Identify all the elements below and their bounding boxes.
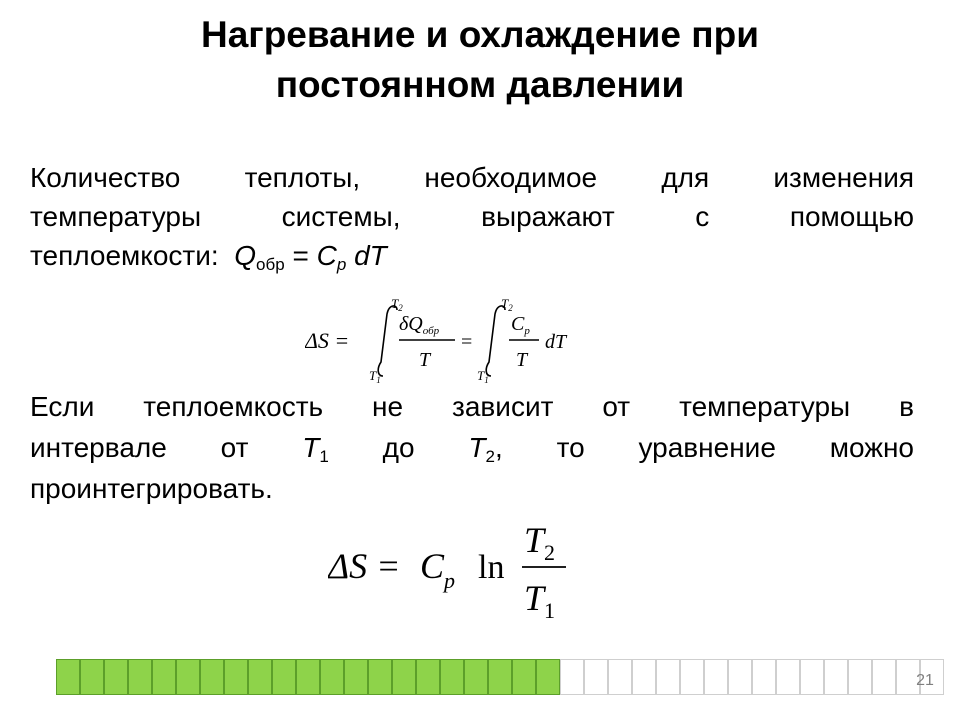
formula1-num2: $C_p$ — [511, 313, 530, 337]
progress-cell-empty — [848, 659, 872, 695]
symbol-T2: T — [468, 432, 486, 463]
formula1-upper2: $T_2$ — [501, 296, 513, 313]
formula1-lower1: $T_1$ — [369, 368, 381, 385]
paragraph2-line3: проинтегрировать. — [30, 473, 273, 504]
progress-cell-empty — [584, 659, 608, 695]
progress-cell-filled — [512, 659, 536, 695]
inline-formula-C-subscript: p — [336, 255, 347, 274]
progress-cell-empty — [776, 659, 800, 695]
slide-progress-bar — [56, 659, 944, 695]
integral-sign-1 — [378, 306, 397, 376]
progress-cell-filled — [272, 659, 296, 695]
symbol-T1-subscript: 1 — [319, 447, 329, 466]
progress-cell-filled — [440, 659, 464, 695]
progress-cell-filled — [416, 659, 440, 695]
paragraph1-line3-prefix: теплоемкости: — [30, 240, 219, 271]
formula1-den2: T — [516, 349, 528, 371]
formula2-ln: ln — [478, 549, 505, 586]
progress-cell-filled — [464, 659, 488, 695]
formula1-den1: T — [419, 349, 431, 371]
progress-cell-filled — [248, 659, 272, 695]
progress-cell-filled — [296, 659, 320, 695]
integral-sign-2 — [486, 306, 505, 376]
paragraph2-line1: Если теплоемкость не зависит от температуры в — [30, 391, 914, 422]
paragraph2-line2-c: , то уравнение можно — [494, 432, 914, 463]
progress-cell-empty — [656, 659, 680, 695]
paragraph1-line3 — [30, 236, 914, 275]
progress-cell-empty — [704, 659, 728, 695]
formula2-C: $C_p$ — [420, 546, 456, 593]
entropy-integral-formula — [305, 292, 585, 388]
progress-cell-filled — [176, 659, 200, 695]
progress-cell-filled — [224, 659, 248, 695]
progress-cell-empty — [608, 659, 632, 695]
progress-cell-filled — [56, 659, 80, 695]
inline-formula-Q: Q — [234, 240, 257, 271]
formula1-eq2: = — [461, 331, 473, 353]
inline-formula-C: C — [316, 240, 337, 271]
progress-cell-filled — [488, 659, 512, 695]
progress-cell-filled — [368, 659, 392, 695]
progress-cell-filled — [200, 659, 224, 695]
paragraph1-line2: температуры системы, выражают с помощью — [30, 201, 914, 232]
progress-cell-filled — [344, 659, 368, 695]
progress-cell-empty — [800, 659, 824, 695]
page-number: 21 — [916, 672, 934, 689]
symbol-T2-subscript: 2 — [485, 447, 495, 466]
slide-title-line2: постоянном давлении — [275, 64, 685, 105]
slide-title-line1: Нагревание и охлаждение при — [201, 14, 759, 55]
progress-cell-empty — [632, 659, 656, 695]
paragraph1-line1: Количество теплоты, необходимое для изменения — [30, 162, 914, 193]
progress-cell-empty — [824, 659, 848, 695]
progress-cell-filled — [392, 659, 416, 695]
formula1-tail: dT — [545, 331, 567, 353]
formula2-num: $T_2$ — [524, 520, 556, 565]
formula1-upper1: $T_2$ — [391, 296, 403, 313]
entropy-log-formula — [328, 512, 588, 624]
progress-cell-empty — [752, 659, 776, 695]
formula2-den: $T_1$ — [524, 578, 556, 623]
progress-cell-empty — [728, 659, 752, 695]
paragraph-heat-capacity — [30, 158, 914, 275]
progress-cell-empty — [560, 659, 584, 695]
progress-cell-filled — [152, 659, 176, 695]
progress-cell-filled — [80, 659, 104, 695]
paragraph2-line2-a: интервале от — [30, 432, 249, 463]
progress-cell-filled — [320, 659, 344, 695]
slide-title — [0, 10, 960, 110]
symbol-T1: T — [302, 432, 320, 463]
progress-cell-empty — [872, 659, 896, 695]
formula1-lhs: ΔS = — [305, 328, 350, 353]
progress-cell-filled — [104, 659, 128, 695]
inline-formula-Q-subscript: обр — [256, 255, 285, 274]
paragraph-integration — [30, 386, 914, 509]
progress-cell-filled — [536, 659, 560, 695]
paragraph2-line2 — [30, 427, 914, 468]
inline-formula-equals: = — [292, 240, 309, 271]
formula1-num1: $\delta Q_{обр}$ — [399, 313, 440, 337]
formula2-lhs: ΔS = — [328, 546, 401, 586]
formula1-lower2: $T_1$ — [477, 368, 489, 385]
inline-formula-dT: dT — [354, 240, 387, 271]
progress-cell-filled — [128, 659, 152, 695]
paragraph2-line2-b: до — [382, 432, 415, 463]
progress-cell-empty — [680, 659, 704, 695]
